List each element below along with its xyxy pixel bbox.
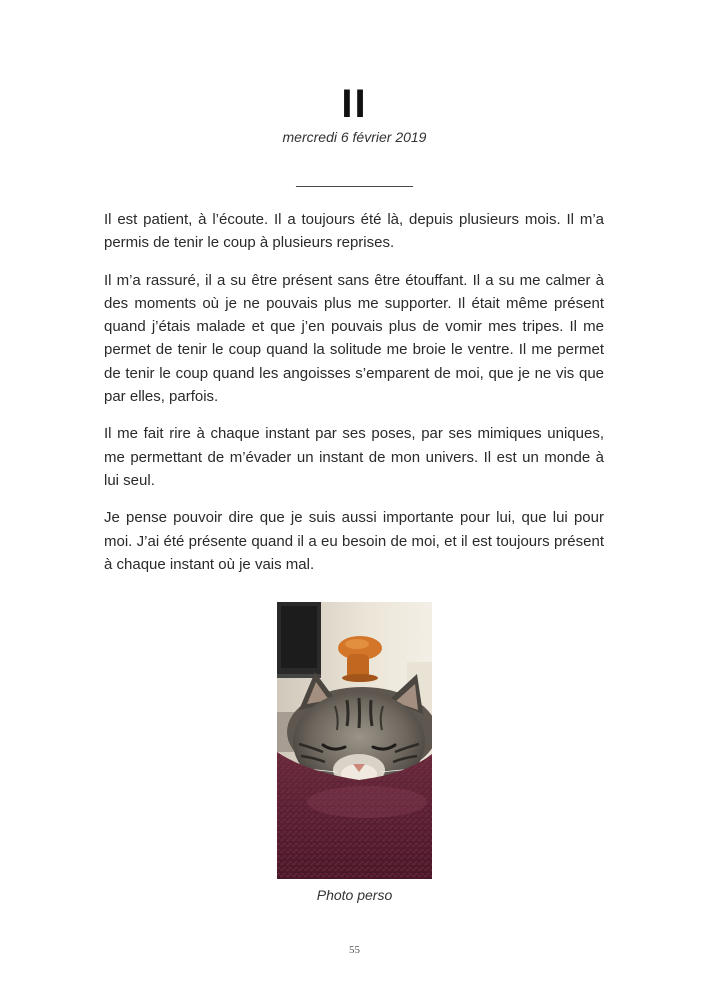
cat-photo	[277, 602, 432, 879]
paragraph: Il est patient, à l’écoute. Il a toujours été là, depuis plusieurs mois. Il m’a permis de tenir le coup à plusieurs reprises.	[104, 211, 604, 252]
section-separator: _______________	[296, 171, 413, 187]
chapter-title: II	[341, 82, 368, 126]
paragraph: Je pense pouvoir dire que je suis aussi importante pour lui, que lui pour moi. J’ai été présente quand il a eu besoin de moi, et il est toujours présent à chaque instant où je vais mal.	[104, 509, 604, 573]
paragraph: Il me fait rire à chaque instant par ses poses, par ses mimiques uniques, me permettant de m’évader un instant de mon univers. Il est un monde à lui seul.	[104, 425, 604, 489]
page-number: 55	[349, 944, 360, 956]
body-text	[104, 208, 604, 590]
photo-caption: Photo perso	[316, 887, 393, 903]
chapter-date: mercredi 6 février 2019	[282, 129, 427, 145]
paragraph: Il m’a rassuré, il a su être présent sans être étouffant. Il a su me calmer à des moments où je ne pouvais plus me supporter. Il était même présent quand j’étais malade et que j’en pouvais plus de vomir mes tripes. Il me permet de tenir le coup quand la solitude me broie le ventre. Il me permet de tenir le coup quand les angoisses s’emparent de moi, que je ne vis que par elles, parfois.	[104, 271, 604, 406]
